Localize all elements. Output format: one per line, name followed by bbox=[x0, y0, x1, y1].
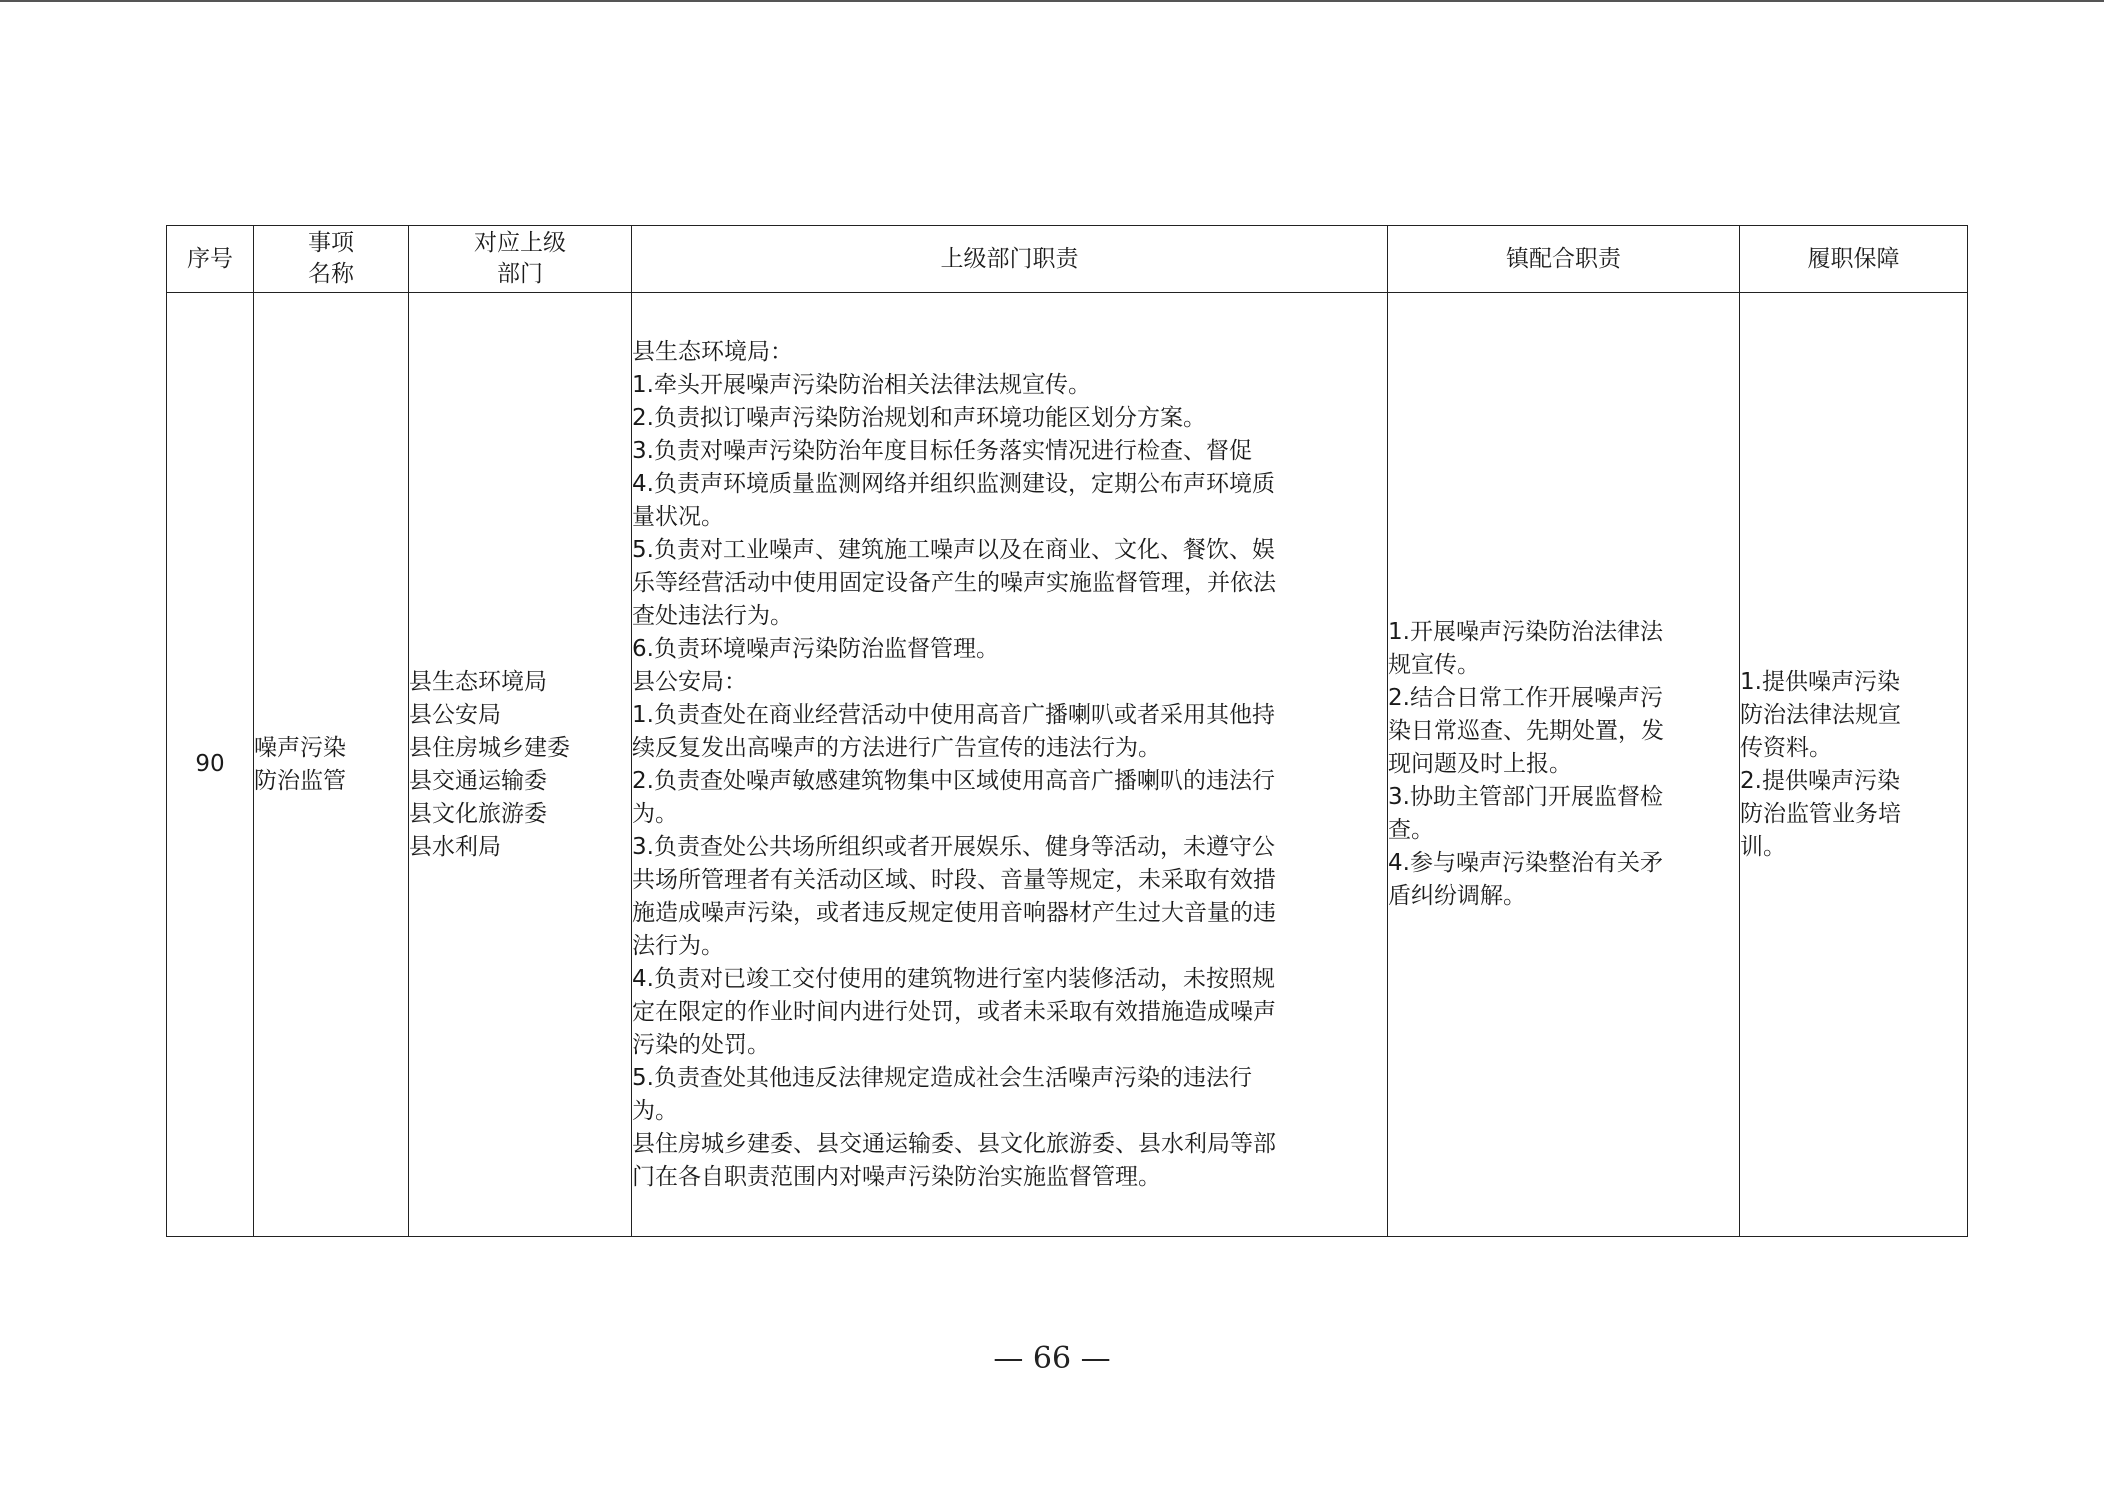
cell-guarantee bbox=[1740, 293, 1968, 1237]
text-line: 防治监管业务培 bbox=[1740, 800, 1901, 827]
header-town-duties bbox=[1388, 226, 1740, 293]
text-line: 2.负责拟订噪声污染防治规划和声环境功能区划分方案。 bbox=[632, 404, 1206, 431]
text-line: 规宣传。 bbox=[1388, 652, 1480, 678]
text-line: 量状况。 bbox=[632, 503, 724, 530]
text-line: 3.负责查处公共场所组织或者开展娱乐、健身等活动，未遵守公 bbox=[632, 833, 1275, 860]
text-line: 定在限定的作业时间内进行处罚，或者未采取有效措施造成噪声 bbox=[632, 998, 1276, 1025]
text-line: 事项 bbox=[308, 230, 354, 256]
text-line: 乐等经营活动中使用固定设备产生的噪声实施监督管理，并依法 bbox=[632, 569, 1276, 596]
text-line: 2.结合日常工作开展噪声污 bbox=[1388, 685, 1663, 711]
top-border-line bbox=[0, 0, 2104, 2]
cell-upper-duties bbox=[632, 293, 1388, 1237]
text-line: 部门 bbox=[497, 261, 543, 287]
cell-departments bbox=[409, 293, 632, 1237]
text-line: 县公安局： bbox=[632, 668, 747, 695]
header-seq bbox=[167, 226, 254, 293]
text-line: 序号 bbox=[187, 245, 233, 272]
text-line: 现问题及时上报。 bbox=[1388, 751, 1572, 777]
text-line: 防治监管 bbox=[254, 767, 346, 794]
text-line: 查处违法行为。 bbox=[632, 602, 793, 629]
text-line: 1.负责查处在商业经营活动中使用高音广播喇叭或者采用其他持 bbox=[632, 701, 1275, 728]
text-line: 3.协助主管部门开展监督检 bbox=[1388, 784, 1663, 810]
text-line: 县生态环境局： bbox=[632, 338, 793, 365]
text-line: 为。 bbox=[632, 1097, 678, 1124]
text-line: 3.负责对噪声污染防治年度目标任务落实情况进行检查、督促 bbox=[632, 437, 1252, 464]
text-line: 训。 bbox=[1740, 833, 1786, 860]
text-line: 门在各自职责范围内对噪声污染防治实施监督管理。 bbox=[632, 1163, 1161, 1190]
header-upper-duties bbox=[632, 226, 1388, 293]
text-line: 2.提供噪声污染 bbox=[1740, 767, 1900, 794]
text-line: 5.负责对工业噪声、建筑施工噪声以及在商业、文化、餐饮、娱 bbox=[632, 536, 1275, 563]
text-line: 污染的处罚。 bbox=[632, 1031, 770, 1058]
text-line: 县住房城乡建委 bbox=[409, 734, 570, 761]
text-line: 法行为。 bbox=[632, 932, 724, 959]
header-department bbox=[409, 226, 632, 293]
header-row bbox=[167, 226, 1968, 293]
text-line: 1.牵头开展噪声污染防治相关法律法规宣传。 bbox=[632, 371, 1091, 398]
text-line: 县住房城乡建委、县交通运输委、县文化旅游委、县水利局等部 bbox=[632, 1130, 1276, 1157]
text-line: 县文化旅游委 bbox=[409, 800, 547, 827]
page-number: — 66 — bbox=[993, 1341, 1111, 1376]
text-line: 查。 bbox=[1388, 817, 1434, 843]
text-line: 名称 bbox=[308, 261, 354, 287]
header-guarantee bbox=[1740, 226, 1968, 293]
text-line: 县公安局 bbox=[409, 701, 501, 728]
cell-item-name bbox=[254, 293, 409, 1237]
text-line: 4.负责声环境质量监测网络并组织监测建设，定期公布声环境质 bbox=[632, 470, 1275, 497]
text-line: 县水利局 bbox=[409, 833, 501, 860]
text-line: 为。 bbox=[632, 800, 678, 827]
text-line: 镇配合职责 bbox=[1506, 245, 1621, 272]
text-line: 防治法律法规宣 bbox=[1740, 701, 1901, 728]
text-line: 6.负责环境噪声污染防治监督管理。 bbox=[632, 635, 999, 662]
text-line: 县生态环境局 bbox=[409, 668, 547, 695]
text-line: 共场所管理者有关活动区域、时段、音量等规定，未采取有效措 bbox=[632, 866, 1276, 893]
text-line: 施造成噪声污染，或者违反规定使用音响器材产生过大音量的违 bbox=[632, 899, 1276, 926]
table-row bbox=[167, 293, 1968, 1237]
text-line: 噪声污染 bbox=[254, 734, 346, 761]
text-line: 4.负责对已竣工交付使用的建筑物进行室内装修活动，未按照规 bbox=[632, 965, 1275, 992]
text-line: 传资料。 bbox=[1740, 734, 1832, 761]
text-line: 2.负责查处噪声敏感建筑物集中区域使用高音广播喇叭的违法行 bbox=[632, 767, 1275, 794]
text-line: 对应上级 bbox=[474, 230, 566, 256]
text-line: 4.参与噪声污染整治有关矛 bbox=[1388, 850, 1663, 876]
text-line: 盾纠纷调解。 bbox=[1388, 883, 1526, 909]
text-line: 5.负责查处其他违反法律规定造成社会生活噪声污染的违法行 bbox=[632, 1064, 1252, 1091]
text-line: 县交通运输委 bbox=[409, 767, 547, 794]
duty-table bbox=[166, 225, 1968, 1237]
text-line: 上级部门职责 bbox=[940, 245, 1079, 272]
text-line: 1.开展噪声污染防治法律法 bbox=[1388, 619, 1663, 645]
text-line: 履职保障 bbox=[1807, 245, 1900, 272]
cell-seq: 90 bbox=[167, 293, 254, 1237]
text-line: 续反复发出高噪声的方法进行广告宣传的违法行为。 bbox=[632, 734, 1161, 761]
header-item-name bbox=[254, 226, 409, 293]
cell-town-duties bbox=[1388, 293, 1740, 1237]
text-line: 染日常巡查、先期处置，发 bbox=[1388, 718, 1664, 744]
text-line: 1.提供噪声污染 bbox=[1740, 668, 1900, 695]
